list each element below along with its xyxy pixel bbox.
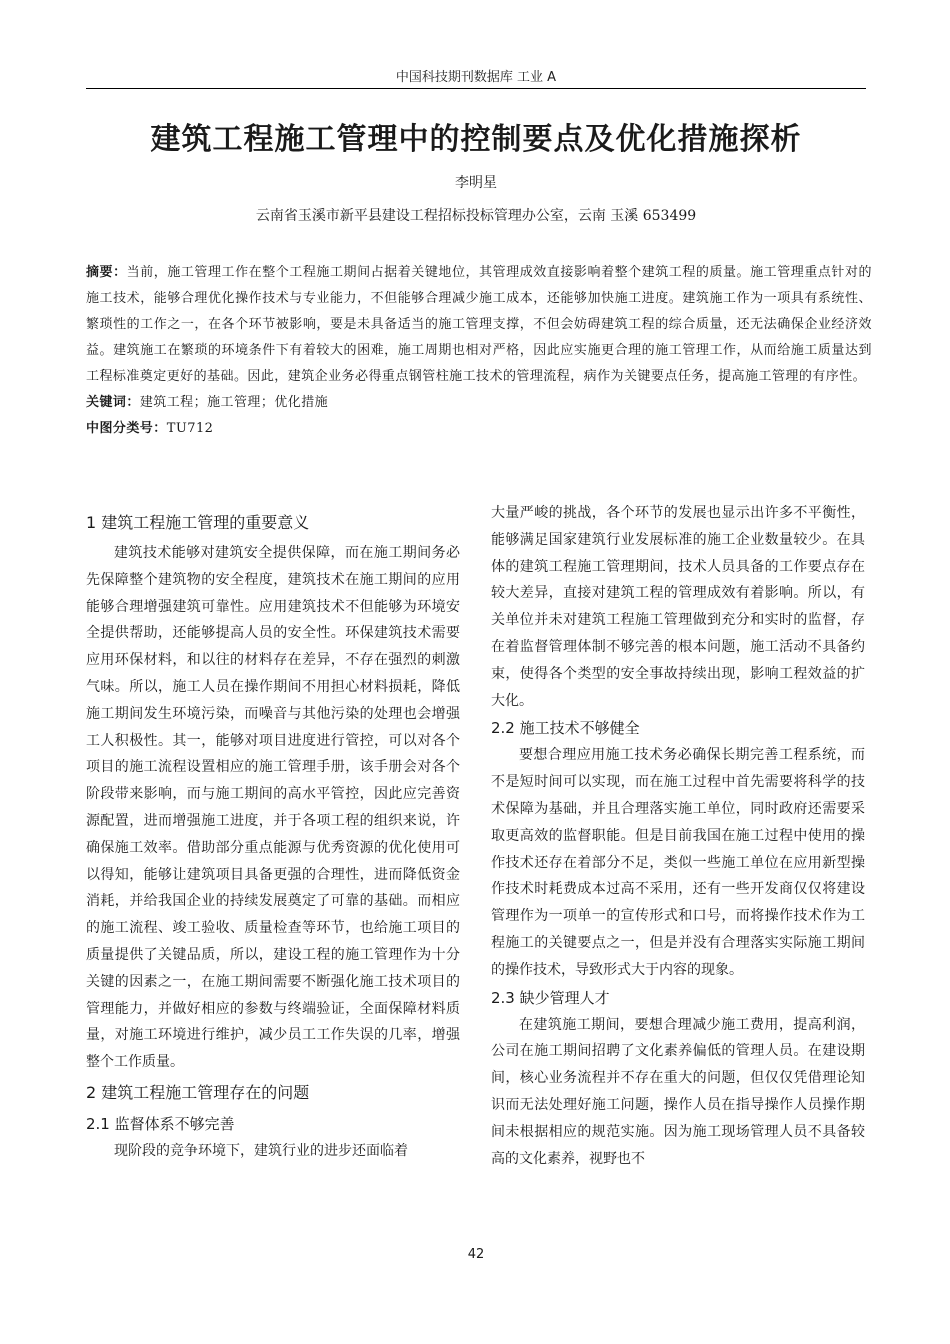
keywords-text: 建筑工程；施工管理；优化措施: [139, 395, 329, 410]
abstract-block: [86, 260, 872, 442]
classification-code: TU712: [166, 421, 214, 436]
keywords-label: 关键词：: [86, 395, 140, 410]
author-affiliation: 云南省玉溪市新平县建设工程招标投标管理办公室，云南 玉溪 653499: [255, 208, 697, 224]
section-2-3-paragraph: 在建筑施工期间，要想合理减少施工费用，提高利润，公司在施工期间招聘了文化素养偏低的管理人员。在建设期间，核心业务流程并不存在重大的问题，但仅仅凭借理论知识而无法处理好施工问题，操作人员在指导操作人员操作期间未根据相应的规范实施。因为施工现场管理人员不具备较高的文化素养，视野也不: [491, 1016, 865, 1167]
section-2-2-heading: 2.2 施工技术不够健全: [491, 719, 640, 738]
page-number: 42: [467, 1247, 485, 1262]
classification: [86, 416, 872, 442]
section-2-2-paragraph: 要想合理应用施工技术务必确保长期完善工程系统，而不是短时间可以实现，而在施工过程中首先需要将科学的技术保障为基础，并且合理落实施工单位，同时政府还需要采取更高效的监督职能。但是目前我国在施工过程中使用的操作技术还存在着部分不足，类似一些施工单位在应用新型操作技术时耗费成本过高不采用，还有一些开发商仅仅将建设管理作为一项单一的宣传形式和口号，而将操作技术作为工程施工的关键要点之一，但是并没有合理落实实际施工期间的操作技术，导致形式大于内容的现象。: [491, 747, 865, 978]
author-name: 李明星: [455, 175, 497, 191]
keywords: [86, 390, 872, 416]
abstract-label: 摘要：: [86, 265, 127, 280]
section-2-heading: 2 建筑工程施工管理存在的问题: [86, 1082, 310, 1102]
section-2-3-heading: 2.3 缺少管理人才: [491, 988, 610, 1007]
section-2-1-paragraph-continued: 大量严峻的挑战，各个环节的发展也显示出许多不平衡性，能够满足国家建筑行业发展标准的施工企业数量较少。在具体的建筑工程施工管理期间，技术人员具备的工作要点存在较大差异，直接对建筑工程的管理成效有着影响。所以，有关单位并未对建筑工程施工管理做到充分和实时的监督，存在着监督管理体制不够完善的根本问题，施工活动不具备约束，使得各个类型的安全事故持续出现，影响工程效益的扩大化。: [491, 505, 865, 709]
abstract-text: 当前，施工管理工作在整个工程施工期间占据着关键地位，其管理成效直接影响着整个建筑工程的质量。施工管理重点针对的施工技术，能够合理优化操作技术与专业能力，不但能够合理减少施工成本，还能够加快施工进度。建筑施工作为一项具有系统性、繁琐性的工作之一，在各个环节被影响，要是未具备适当的施工管理支撑，不但会妨碍建筑工程的综合质量，还无法确保企业经济效益。建筑施工在繁琐的环境条件下有着较大的困难，施工周期也相对严格，因此应实施更合理的施工管理工作，从而给施工质量达到工程标准奠定更好的基础。因此，建筑企业务必得重点钢管柱施工技术的管理流程，病作为关键要点任务，提高施工管理的有序性。: [86, 265, 872, 384]
section-2-1-paragraph-start: 现阶段的竞争环境下，建筑行业的进步还面临着: [114, 1142, 408, 1159]
section-2-1-heading: 2.1 监督体系不够完善: [86, 1114, 235, 1133]
section-1-heading: 1 建筑工程施工管理的重要意义: [86, 513, 310, 532]
classification-label: 中图分类号：: [86, 421, 167, 436]
right-column: [491, 500, 865, 1172]
header-rule: [86, 88, 866, 89]
section-1-paragraph: 建筑技术能够对建筑安全提供保障，而在施工期间务必先保障整个建筑物的安全程度，建筑技术在施工期间的应用能够合理增强建筑可靠性。应用建筑技术不但能够为环境安全提供帮助，还能够提高人员的安全性。环保建筑技术需要应用环保材料，和以往的材料存在差异，不存在强烈的刺激气味。所以，施工人员在操作期间不用担心材料损耗，降低施工期间发生环境污染，而噪音与其他污染的处理也会增强工人积极性。其一，能够对项目进度进行管控，可以对各个项目的施工流程设置相应的施工管理手册，该手册会对各个阶段带来影响，而与施工期间的高水平管控，因此应完善资源配置，进而增强施工进度，并于各项工程的组织来说，许确保施工效率。借助部分重点能源与优秀资源的优化使用可以得知，能够让建筑项目具备更强的合理性，进而降低资金消耗，并给我国企业的持续发展奠定了可靠的基础。而相应的施工流程、竣工验收、质量检查等环节，也给施工项目的质量提供了关键品质，所以，建设工程的施工管理作为十分关键的因素之一，在施工期间需要不断强化施工技术项目的管理能力，并做好相应的参数与终端验证，全面保障材料质量，对施工环境进行维护，减少员工工作失误的几率，增强整个工作质量。: [86, 545, 460, 1071]
abstract: [86, 260, 872, 390]
running-head: 中国科技期刊数据库 工业 A: [395, 70, 557, 85]
paper-title: 建筑工程施工管理中的控制要点及优化措施探析: [150, 122, 802, 157]
left-column: [86, 506, 460, 1165]
